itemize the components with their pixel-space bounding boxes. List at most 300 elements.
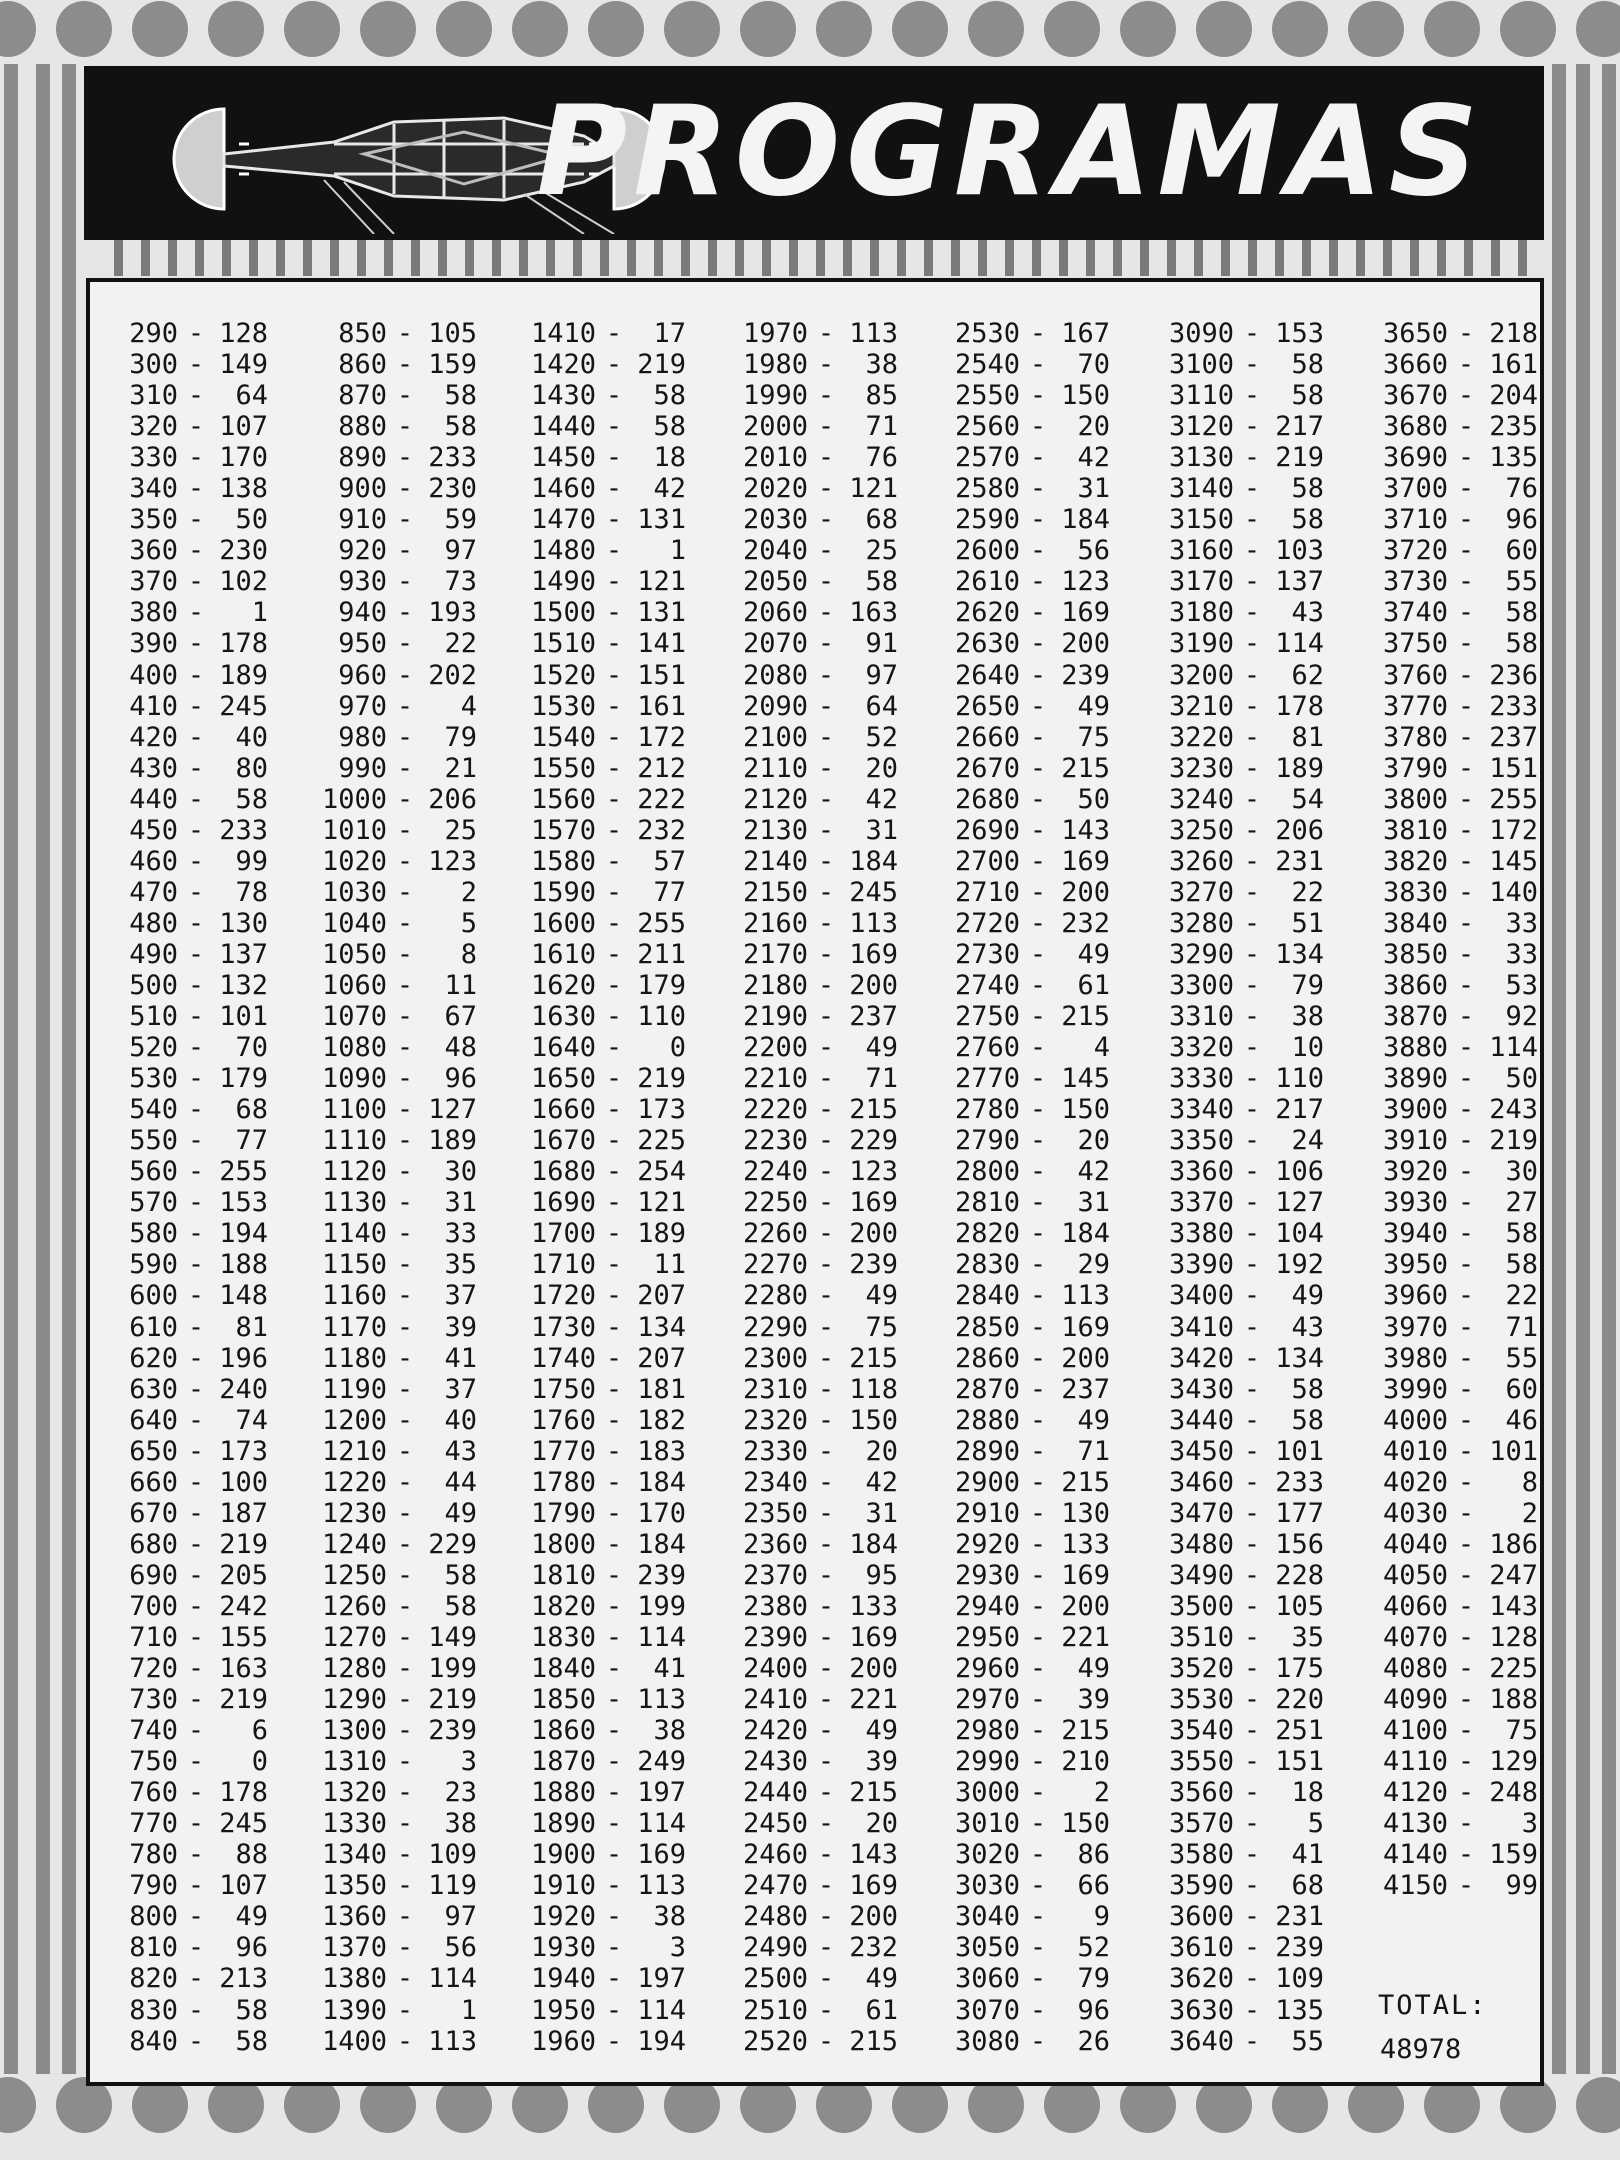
line-number: 3410 xyxy=(1168,1311,1234,1343)
line-number: 2790 xyxy=(954,1125,1020,1157)
checksum-row xyxy=(96,1932,268,1963)
checksum-row xyxy=(514,1808,686,1839)
line-number: 3460 xyxy=(1168,1466,1234,1498)
separator-dash: - xyxy=(396,1621,414,1653)
line-number: 1870 xyxy=(530,1746,596,1778)
checksum-value: 169 xyxy=(849,1870,898,1902)
line-number: 2070 xyxy=(742,628,808,660)
checksum-row xyxy=(305,1560,477,1591)
line-number: 1470 xyxy=(530,504,596,536)
line-number: 1820 xyxy=(530,1590,596,1622)
checksum-value: 196 xyxy=(219,1342,268,1374)
line-number: 1510 xyxy=(530,628,596,660)
checksum-value: 10 xyxy=(1291,1032,1324,1064)
checksum-row xyxy=(726,784,898,815)
line-number: 830 xyxy=(129,1994,178,2026)
separator-dash: - xyxy=(187,752,205,784)
checksum-value: 58 xyxy=(444,380,477,412)
line-number: 1940 xyxy=(530,1963,596,1995)
separator-dash: - xyxy=(1243,1808,1261,1840)
checksum-row xyxy=(938,473,1110,504)
checksum-row xyxy=(1152,1001,1324,1032)
line-number: 3640 xyxy=(1168,2025,1234,2057)
checksum-row xyxy=(1366,318,1538,349)
checksum-row xyxy=(514,380,686,411)
checksum-value: 178 xyxy=(1275,690,1324,722)
line-number: 880 xyxy=(338,411,387,443)
checksum-row xyxy=(938,1746,1110,1777)
line-number: 790 xyxy=(129,1870,178,1902)
line-number: 660 xyxy=(129,1466,178,1498)
checksum-value: 215 xyxy=(1061,752,1110,784)
checksum-value: 239 xyxy=(637,1559,686,1591)
line-number: 2470 xyxy=(742,1870,808,1902)
separator-dash: - xyxy=(187,442,205,474)
line-number: 1660 xyxy=(530,1094,596,1126)
separator-dash: - xyxy=(396,349,414,381)
separator-dash: - xyxy=(817,1994,835,2026)
checksum-value: 200 xyxy=(1061,876,1110,908)
separator-dash: - xyxy=(396,380,414,412)
checksum-value: 52 xyxy=(865,721,898,753)
checksum-value: 52 xyxy=(1077,1932,1110,1964)
checksum-row xyxy=(514,1125,686,1156)
border-dot xyxy=(1500,1,1556,57)
checksum-value: 200 xyxy=(849,969,898,1001)
line-number: 890 xyxy=(338,442,387,474)
checksum-value: 57 xyxy=(653,845,686,877)
line-number: 2130 xyxy=(742,814,808,846)
separator-dash: - xyxy=(1457,566,1475,598)
separator-dash: - xyxy=(1029,1466,1047,1498)
line-number: 2280 xyxy=(742,1280,808,1312)
line-number: 800 xyxy=(129,1901,178,1933)
separator-dash: - xyxy=(1457,814,1475,846)
line-number: 860 xyxy=(338,349,387,381)
separator-dash: - xyxy=(605,1404,623,1436)
checksum-value: 173 xyxy=(219,1435,268,1467)
checksum-row xyxy=(938,566,1110,597)
checksum-value: 239 xyxy=(428,1715,477,1747)
checksum-value: 61 xyxy=(1077,969,1110,1001)
underline-stripe xyxy=(276,240,285,276)
separator-dash: - xyxy=(817,1932,835,1964)
separator-dash: - xyxy=(1457,783,1475,815)
line-number: 1730 xyxy=(530,1311,596,1343)
separator-dash: - xyxy=(817,659,835,691)
separator-dash: - xyxy=(396,969,414,1001)
separator-dash: - xyxy=(1457,1839,1475,1871)
checksum-value: 43 xyxy=(444,1435,477,1467)
checksum-row xyxy=(1366,349,1538,380)
checksum-value: 150 xyxy=(1061,1094,1110,1126)
checksum-value: 97 xyxy=(444,535,477,567)
checksum-row xyxy=(938,1467,1110,1498)
line-number: 750 xyxy=(129,1746,178,1778)
checksum-value: 31 xyxy=(1077,473,1110,505)
line-number: 2090 xyxy=(742,690,808,722)
separator-dash: - xyxy=(605,1280,623,1312)
checksum-row xyxy=(514,597,686,628)
separator-dash: - xyxy=(1457,1435,1475,1467)
line-number: 1400 xyxy=(321,2025,387,2057)
checksum-value: 58 xyxy=(235,1994,268,2026)
separator-dash: - xyxy=(817,1528,835,1560)
checksum-value: 25 xyxy=(865,535,898,567)
line-number: 1280 xyxy=(321,1653,387,1685)
checksum-value: 11 xyxy=(444,969,477,1001)
separator-dash: - xyxy=(187,1373,205,1405)
line-number: 1050 xyxy=(321,938,387,970)
checksum-row xyxy=(1152,1343,1324,1374)
checksum-value: 135 xyxy=(1489,442,1538,474)
separator-dash: - xyxy=(817,1001,835,1033)
line-number: 2780 xyxy=(954,1094,1020,1126)
checksum-value: 20 xyxy=(865,752,898,784)
checksum-value: 100 xyxy=(219,1466,268,1498)
checksum-row xyxy=(726,1963,898,1994)
line-number: 2140 xyxy=(742,845,808,877)
line-number: 3750 xyxy=(1382,628,1448,660)
checksum-row xyxy=(514,1032,686,1063)
left-stripe-border xyxy=(0,64,82,2074)
checksum-row xyxy=(1152,1591,1324,1622)
checksum-value: 58 xyxy=(444,1559,477,1591)
separator-dash: - xyxy=(605,1156,623,1188)
separator-dash: - xyxy=(1029,1653,1047,1685)
separator-dash: - xyxy=(1243,1901,1261,1933)
checksum-row xyxy=(1366,1467,1538,1498)
checksum-row xyxy=(305,1963,477,1994)
checksum-row xyxy=(726,970,898,1001)
line-number: 2020 xyxy=(742,473,808,505)
border-stripe xyxy=(4,64,18,2074)
checksum-value: 184 xyxy=(637,1466,686,1498)
underline-stripe xyxy=(465,240,474,276)
line-number: 3800 xyxy=(1382,783,1448,815)
checksum-value: 123 xyxy=(849,1156,898,1188)
checksum-row xyxy=(1152,815,1324,846)
checksum-row xyxy=(726,535,898,566)
checksum-value: 114 xyxy=(1489,1032,1538,1064)
checksum-row xyxy=(1152,1932,1324,1963)
separator-dash: - xyxy=(1029,907,1047,939)
checksum-value: 2 xyxy=(460,876,477,908)
checksum-row xyxy=(1152,318,1324,349)
checksum-value: 58 xyxy=(444,411,477,443)
checksum-value: 30 xyxy=(1505,1156,1538,1188)
separator-dash: - xyxy=(605,597,623,629)
line-number: 2710 xyxy=(954,876,1020,908)
line-number: 1230 xyxy=(321,1497,387,1529)
checksum-value: 58 xyxy=(1291,1373,1324,1405)
separator-dash: - xyxy=(817,1373,835,1405)
checksum-row xyxy=(514,939,686,970)
checksum-row xyxy=(938,1343,1110,1374)
separator-dash: - xyxy=(817,597,835,629)
checksum-row xyxy=(726,1187,898,1218)
line-number: 1370 xyxy=(321,1932,387,1964)
line-number: 3990 xyxy=(1382,1373,1448,1405)
checksum-value: 75 xyxy=(1505,1715,1538,1747)
separator-dash: - xyxy=(817,504,835,536)
line-number: 4140 xyxy=(1382,1839,1448,1871)
underline-stripe xyxy=(1086,240,1095,276)
checksum-row xyxy=(305,1529,477,1560)
separator-dash: - xyxy=(817,845,835,877)
checksum-value: 114 xyxy=(428,1963,477,1995)
checksum-row xyxy=(1366,1436,1538,1467)
checksum-row xyxy=(96,1746,268,1777)
checksum-row xyxy=(938,1591,1110,1622)
line-number: 1320 xyxy=(321,1777,387,1809)
underline-stripe xyxy=(681,240,690,276)
separator-dash: - xyxy=(1029,1249,1047,1281)
line-number: 1360 xyxy=(321,1901,387,1933)
separator-dash: - xyxy=(605,1777,623,1809)
line-number: 1500 xyxy=(530,597,596,629)
underline-stripe xyxy=(627,240,636,276)
checksum-row xyxy=(96,411,268,442)
line-number: 3690 xyxy=(1382,442,1448,474)
checksum-value: 3 xyxy=(1521,1808,1538,1840)
checksum-value: 215 xyxy=(1061,1715,1110,1747)
line-number: 3380 xyxy=(1168,1218,1234,1250)
separator-dash: - xyxy=(187,1156,205,1188)
line-number: 2950 xyxy=(954,1621,1020,1653)
checksum-value: 49 xyxy=(444,1497,477,1529)
checksum-value: 20 xyxy=(1077,1125,1110,1157)
line-number: 580 xyxy=(129,1218,178,1250)
checksum-row xyxy=(938,753,1110,784)
checksum-value: 242 xyxy=(219,1590,268,1622)
checksum-row xyxy=(1152,1063,1324,1094)
checksum-value: 172 xyxy=(637,721,686,753)
separator-dash: - xyxy=(396,1280,414,1312)
separator-dash: - xyxy=(1243,659,1261,691)
line-number: 3850 xyxy=(1382,938,1448,970)
checksum-value: 56 xyxy=(444,1932,477,1964)
checksum-row xyxy=(1152,1436,1324,1467)
separator-dash: - xyxy=(1457,1063,1475,1095)
line-number: 1170 xyxy=(321,1311,387,1343)
line-number: 4030 xyxy=(1382,1497,1448,1529)
checksum-row xyxy=(938,784,1110,815)
checksum-row xyxy=(305,566,477,597)
line-number: 3120 xyxy=(1168,411,1234,443)
checksum-value: 9 xyxy=(1093,1901,1110,1933)
line-number: 3280 xyxy=(1168,907,1234,939)
line-number: 2000 xyxy=(742,411,808,443)
separator-dash: - xyxy=(1029,1032,1047,1064)
checksum-value: 149 xyxy=(428,1621,477,1653)
checksum-row xyxy=(726,1622,898,1653)
checksum-row xyxy=(1152,1032,1324,1063)
line-number: 1770 xyxy=(530,1435,596,1467)
line-number: 2890 xyxy=(954,1435,1020,1467)
line-number: 1130 xyxy=(321,1187,387,1219)
checksum-value: 5 xyxy=(1307,1808,1324,1840)
checksum-row xyxy=(1152,1995,1324,2026)
underline-stripe xyxy=(897,240,906,276)
separator-dash: - xyxy=(1029,659,1047,691)
checksum-value: 178 xyxy=(219,1777,268,1809)
line-number: 640 xyxy=(129,1404,178,1436)
checksum-row xyxy=(726,1901,898,1932)
separator-dash: - xyxy=(605,969,623,1001)
line-number: 910 xyxy=(338,504,387,536)
separator-dash: - xyxy=(1457,1342,1475,1374)
checksum-value: 68 xyxy=(235,1094,268,1126)
checksum-value: 161 xyxy=(637,690,686,722)
separator-dash: - xyxy=(1457,1280,1475,1312)
checksum-row xyxy=(305,1591,477,1622)
checksum-row xyxy=(305,535,477,566)
separator-dash: - xyxy=(817,1404,835,1436)
underline-stripe xyxy=(573,240,582,276)
line-number: 400 xyxy=(129,659,178,691)
checksum-value: 53 xyxy=(1505,969,1538,1001)
separator-dash: - xyxy=(396,1528,414,1560)
checksum-value: 91 xyxy=(865,628,898,660)
separator-dash: - xyxy=(187,1901,205,1933)
line-number: 470 xyxy=(129,876,178,908)
checksum-value: 127 xyxy=(428,1094,477,1126)
checksum-row xyxy=(938,1280,1110,1311)
checksum-value: 50 xyxy=(1077,783,1110,815)
line-number: 3400 xyxy=(1168,1280,1234,1312)
checksum-value: 31 xyxy=(865,814,898,846)
line-number: 3160 xyxy=(1168,535,1234,567)
checksum-value: 113 xyxy=(428,2025,477,2057)
checksum-row xyxy=(726,1249,898,1280)
line-number: 2630 xyxy=(954,628,1020,660)
checksum-row xyxy=(726,1995,898,2026)
checksum-value: 141 xyxy=(637,628,686,660)
checksum-row xyxy=(305,1839,477,1870)
checksum-value: 58 xyxy=(1291,1404,1324,1436)
checksum-value: 219 xyxy=(219,1684,268,1716)
checksum-row xyxy=(305,1436,477,1467)
line-number: 670 xyxy=(129,1497,178,1529)
separator-dash: - xyxy=(1029,1125,1047,1157)
border-dot xyxy=(1120,1,1176,57)
separator-dash: - xyxy=(605,1963,623,1995)
checksum-value: 113 xyxy=(849,907,898,939)
line-number: 870 xyxy=(338,380,387,412)
border-stripe xyxy=(1602,64,1616,2074)
checksum-value: 189 xyxy=(1275,752,1324,784)
line-number: 330 xyxy=(129,442,178,474)
separator-dash: - xyxy=(1243,814,1261,846)
checksum-value: 245 xyxy=(219,690,268,722)
line-number: 3060 xyxy=(954,1963,1020,1995)
line-number: 2040 xyxy=(742,535,808,567)
checksum-row xyxy=(514,566,686,597)
separator-dash: - xyxy=(1243,1684,1261,1716)
checksum-row xyxy=(938,504,1110,535)
checksum-value: 55 xyxy=(1505,1342,1538,1374)
separator-dash: - xyxy=(187,1994,205,2026)
separator-dash: - xyxy=(396,1435,414,1467)
separator-dash: - xyxy=(187,380,205,412)
checksum-row xyxy=(938,380,1110,411)
separator-dash: - xyxy=(1457,597,1475,629)
checksum-row xyxy=(726,1001,898,1032)
separator-dash: - xyxy=(396,1590,414,1622)
separator-dash: - xyxy=(187,1932,205,1964)
separator-dash: - xyxy=(1457,1156,1475,1188)
line-number: 2600 xyxy=(954,535,1020,567)
line-number: 1330 xyxy=(321,1808,387,1840)
line-number: 3430 xyxy=(1168,1373,1234,1405)
separator-dash: - xyxy=(396,1497,414,1529)
right-stripe-border xyxy=(1544,64,1620,2074)
line-number: 390 xyxy=(129,628,178,660)
checksum-column-4 xyxy=(726,318,898,2057)
checksum-value: 3 xyxy=(669,1932,686,1964)
line-number: 2400 xyxy=(742,1653,808,1685)
line-number: 3710 xyxy=(1382,504,1448,536)
checksum-value: 1 xyxy=(669,535,686,567)
separator-dash: - xyxy=(1029,349,1047,381)
line-number: 2340 xyxy=(742,1466,808,1498)
checksum-row xyxy=(514,1901,686,1932)
checksum-row xyxy=(305,1684,477,1715)
line-number: 2810 xyxy=(954,1187,1020,1219)
checksum-value: 161 xyxy=(1489,349,1538,381)
checksum-value: 4 xyxy=(460,690,477,722)
line-number: 1520 xyxy=(530,659,596,691)
checksum-row xyxy=(305,1777,477,1808)
checksum-row xyxy=(305,442,477,473)
checksum-row xyxy=(1366,442,1538,473)
line-number: 2380 xyxy=(742,1590,808,1622)
separator-dash: - xyxy=(1243,535,1261,567)
checksum-row xyxy=(1366,753,1538,784)
line-number: 2170 xyxy=(742,938,808,970)
checksum-value: 237 xyxy=(849,1001,898,1033)
checksum-value: 6 xyxy=(251,1715,268,1747)
checksum-row xyxy=(938,1777,1110,1808)
line-number: 3790 xyxy=(1382,752,1448,784)
page-title: PROGRAMAS xyxy=(536,80,1484,224)
checksum-value: 221 xyxy=(849,1684,898,1716)
checksum-value: 67 xyxy=(444,1001,477,1033)
separator-dash: - xyxy=(605,442,623,474)
line-number: 420 xyxy=(129,721,178,753)
checksum-value: 58 xyxy=(1505,1249,1538,1281)
separator-dash: - xyxy=(1457,1466,1475,1498)
line-number: 1160 xyxy=(321,1280,387,1312)
checksum-row xyxy=(1152,1498,1324,1529)
checksum-value: 77 xyxy=(653,876,686,908)
checksum-value: 86 xyxy=(1077,1839,1110,1871)
underline-stripe xyxy=(1032,240,1041,276)
line-number: 3220 xyxy=(1168,721,1234,753)
checksum-row xyxy=(1152,1094,1324,1125)
separator-dash: - xyxy=(1029,1901,1047,1933)
separator-dash: - xyxy=(1029,1590,1047,1622)
line-number: 1810 xyxy=(530,1559,596,1591)
checksum-value: 66 xyxy=(1077,1870,1110,1902)
checksum-row xyxy=(726,1839,898,1870)
line-number: 2520 xyxy=(742,2025,808,2057)
checksum-value: 103 xyxy=(1275,535,1324,567)
checksum-value: 186 xyxy=(1489,1528,1538,1560)
underline-stripe xyxy=(843,240,852,276)
separator-dash: - xyxy=(187,1218,205,1250)
